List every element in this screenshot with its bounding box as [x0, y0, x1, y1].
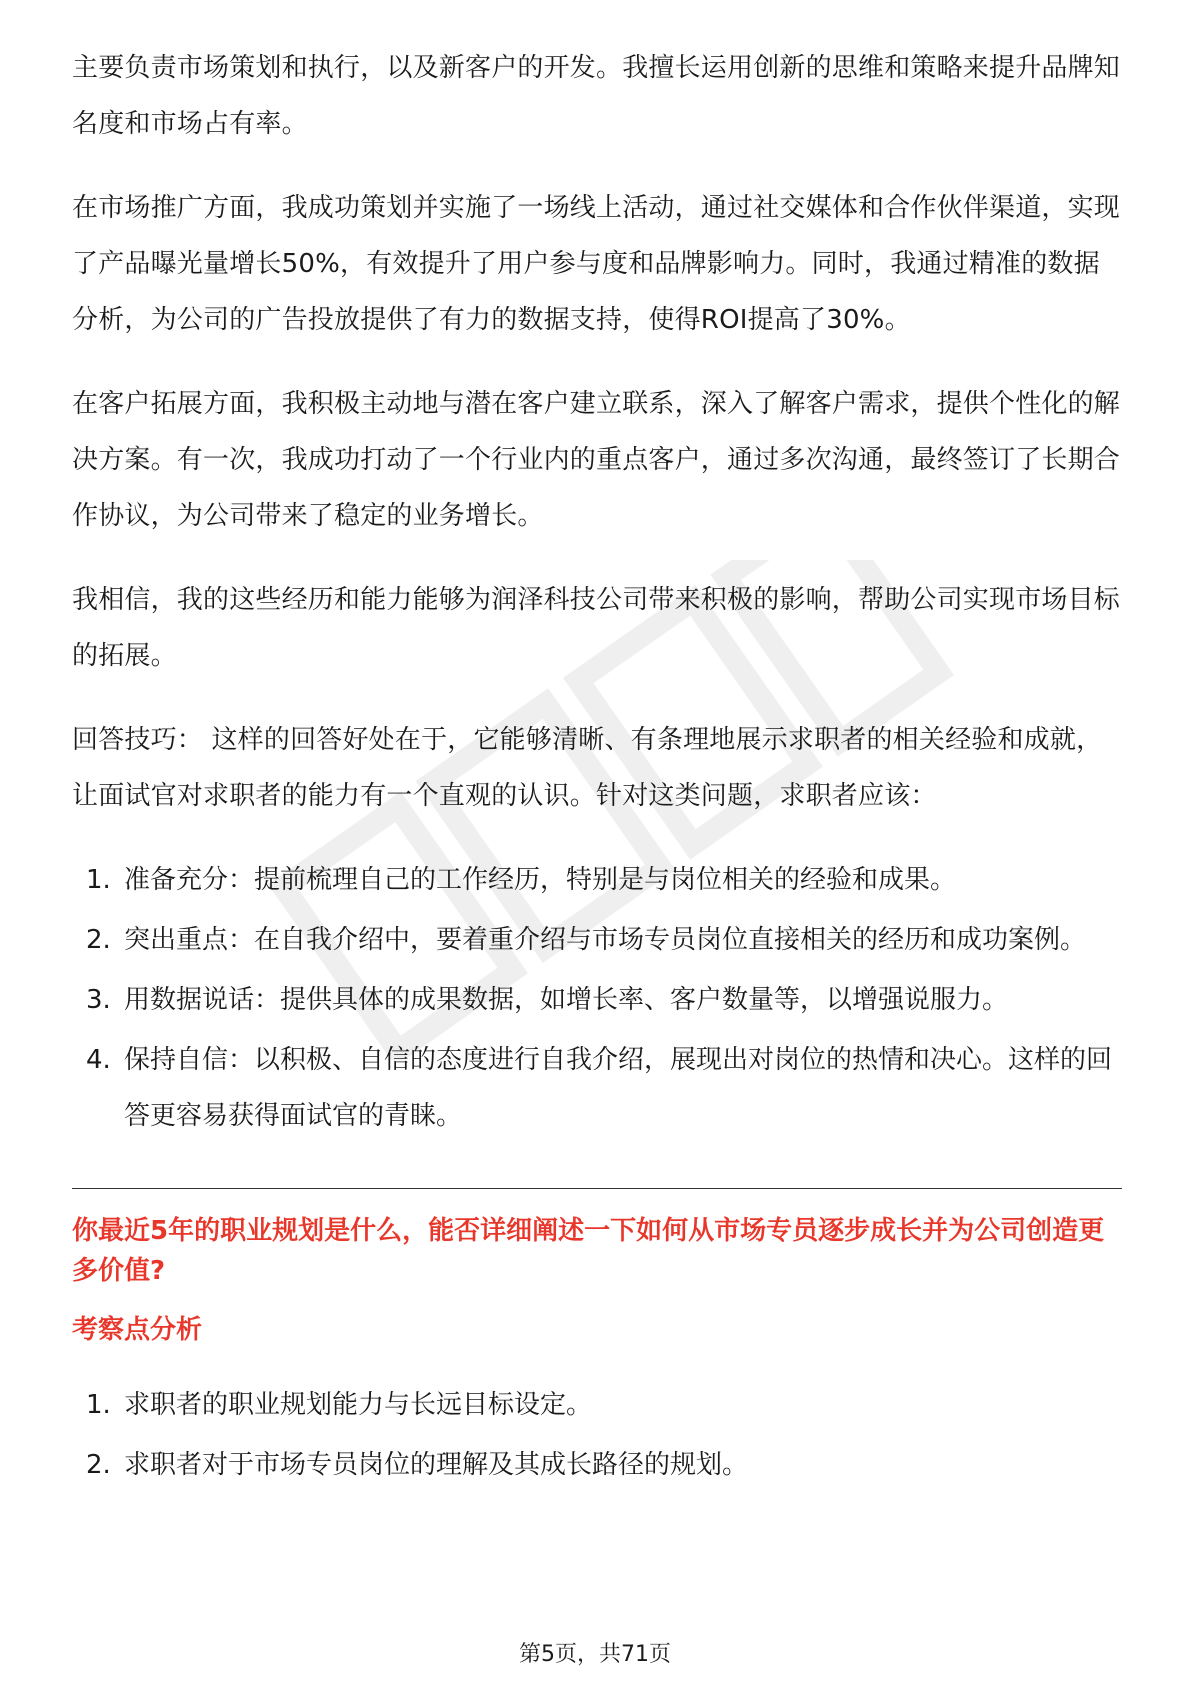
tip-item	[72, 852, 1122, 908]
answer-paragraph-2: 在市场推广方面，我成功策划并实施了一场线上活动，通过社交媒体和合作伙伴渠道，实现了产品曝光量增长50%，有效提升了用户参与度和品牌影响力。同时，我通过精准的数据分析，为公司的广告投放提供了有力的数据支持，使得ROI提高了30%。	[72, 193, 1121, 335]
tip-number: 1.	[86, 865, 111, 895]
analysis-item	[72, 1377, 1122, 1433]
analysis-item	[72, 1437, 1122, 1493]
tip-text: 突出重点：在自我介绍中，要着重介绍与市场专员岗位直接相关的经历和成功案例。	[124, 925, 1087, 955]
answer-paragraph-1: 主要负责市场策划和执行，以及新客户的开发。我擅长运用创新的思维和策略来提升品牌知名度和市场占有率。	[72, 53, 1121, 139]
tip-item	[72, 912, 1122, 968]
tip-text: 用数据说话：提供具体的成果数据，如增长率、客户数量等，以增强说服力。	[124, 985, 1009, 1015]
tip-item	[72, 972, 1122, 1028]
page-number-footer: 第5页，共71页	[519, 1642, 671, 1667]
answer-paragraph-3: 在客户拓展方面，我积极主动地与潜在客户建立联系，深入了解客户需求，提供个性化的解决方案。有一次，我成功打动了一个行业内的重点客户，通过多次沟通，最终签订了长期合作协议，为公司带来了稳定的业务增长。	[72, 389, 1121, 531]
analysis-number: 1.	[86, 1390, 111, 1420]
section-divider	[72, 1188, 1122, 1189]
analysis-number: 2.	[86, 1450, 111, 1480]
analysis-list	[72, 1377, 1122, 1493]
tip-number: 3.	[86, 985, 111, 1015]
tip-number: 2.	[86, 925, 111, 955]
document-content	[72, 40, 1122, 1497]
tips-list	[72, 852, 1122, 1144]
tip-item	[72, 1032, 1122, 1144]
tip-number: 4.	[86, 1045, 111, 1075]
interview-question-heading: 你最近5年的职业规划是什么，能否详细阐述一下如何从市场专员逐步成长并为公司创造更多价值?	[72, 1216, 1105, 1286]
analysis-text: 求职者对于市场专员岗位的理解及其成长路径的规划。	[124, 1450, 749, 1480]
tip-text: 准备充分：提前梳理自己的工作经历，特别是与岗位相关的经验和成果。	[124, 865, 957, 895]
answer-paragraph-4: 我相信，我的这些经历和能力能够为润泽科技公司带来积极的影响，帮助公司实现市场目标的拓展。	[72, 585, 1121, 671]
analysis-text: 求职者的职业规划能力与长远目标设定。	[124, 1390, 593, 1420]
tip-text: 保持自信：以积极、自信的态度进行自我介绍，展现出对岗位的热情和决心。这样的回答更容易获得面试官的青睐。	[124, 1045, 1113, 1131]
analysis-heading: 考察点分析	[72, 1315, 203, 1345]
answer-tips-intro: 回答技巧： 这样的回答好处在于，它能够清晰、有条理地展示求职者的相关经验和成就，让面试官对求职者的能力有一个直观的认识。针对这类问题，求职者应该：	[72, 725, 1103, 811]
